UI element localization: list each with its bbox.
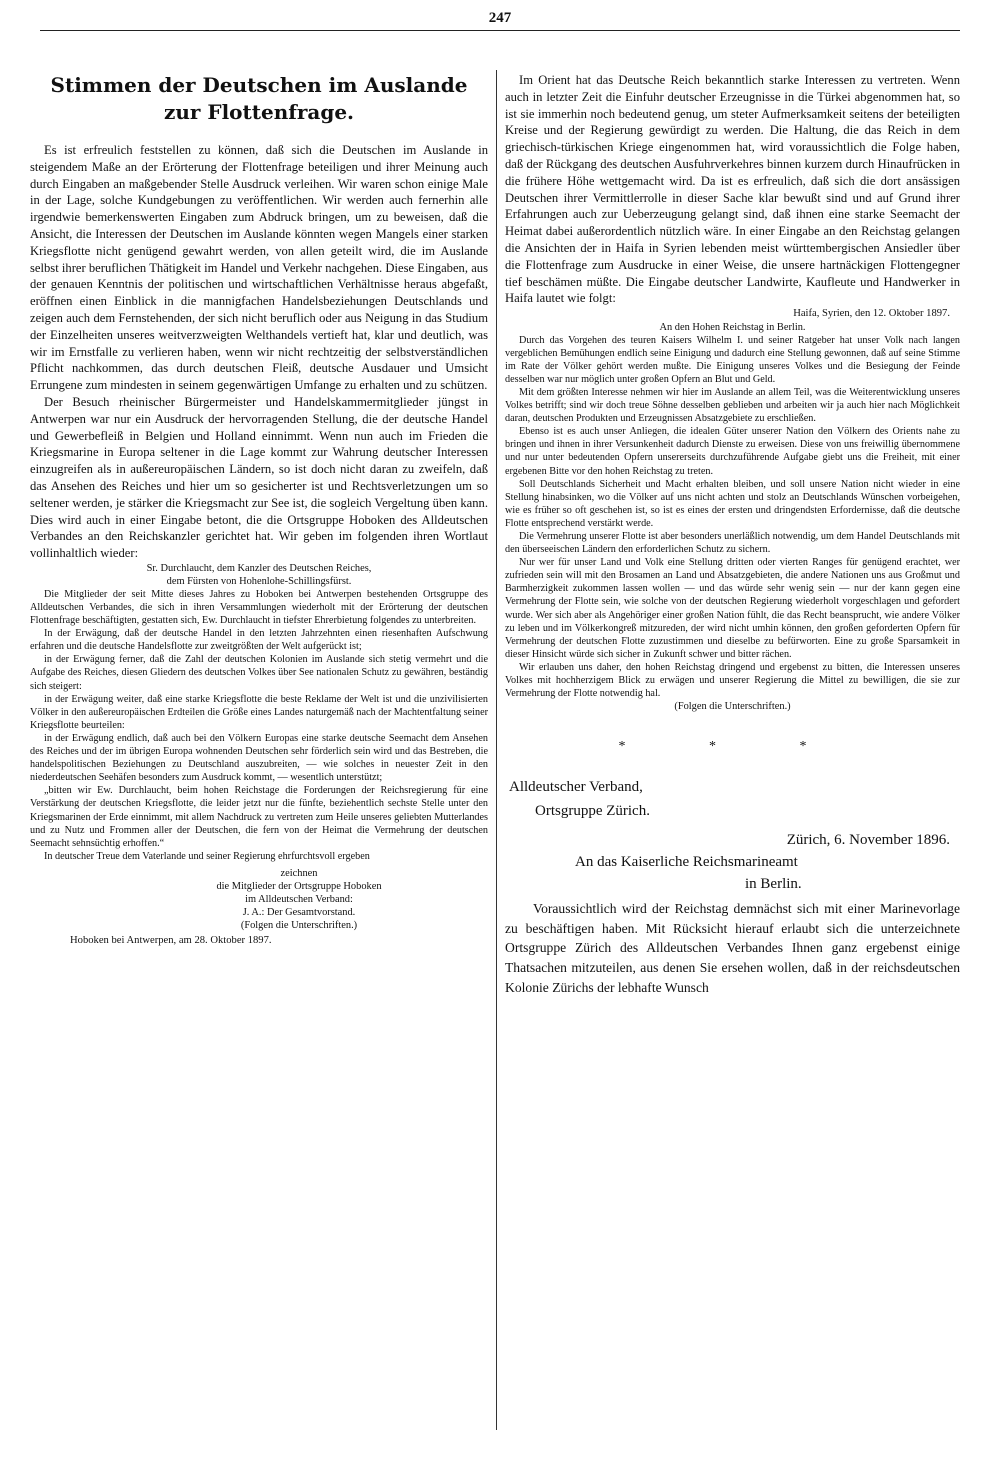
closing-note: (Folgen die Unterschriften.) xyxy=(674,701,791,713)
letter-paragraph: Soll Deutschlands Sicherheit und Macht erhalten bleiben, und soll unsere Nation nicht wieder in eine Stellung hinabsinken, wo die Völker auf uns nicht achten und stolz an Deutschlands Wünschen vorbeigehen, wie es früher so oft geschehen ist, so ist es eines der ersten und dringendsten Erfordernisse, daß die deutsche Flotte entsprechend verstärkt werde. xyxy=(505,478,960,529)
letter-address: An den Hohen Reichstag in Berlin. xyxy=(659,321,806,333)
letter-paragraph: Ebenso ist es auch unser Anliegen, die idealen Güter unserer Nation den Völkern des Orients nahe zu bringen und ihnen in ihrer Versunkenheit dadurch Dienste zu erweisen. Diese von uns freiwillig übernommene und nur unter bedeutenden Opfern unsererseits durchzuführende Aufgabe giebt uns die Freiheit, mit einer ergebenen Bitte vor den hohen Reichstag zu treten. xyxy=(505,426,960,477)
organization-branch: Ortsgruppe Zürich. xyxy=(535,803,650,820)
signature-block xyxy=(30,867,488,932)
header-rule xyxy=(40,30,960,31)
place-date: Haifa, Syrien, den 12. Oktober 1897. xyxy=(793,308,950,320)
letter-paragraph: In der Erwägung, daß der deutsche Handel in den letzten Jahrzehnten einen riesenhaften Aufschwung erfahren und die deutsche Handelsflotte zur zweitgrößten der Welt aufgerückt ist; xyxy=(30,628,488,653)
right-column xyxy=(505,72,960,997)
letter-paragraph: in der Erwägung weiter, daß eine starke Kriegsflotte die beste Reklame der Welt ist und die unzivilisierten Völker in den außereuropäischen Erdteilen die Größe eines Landes naturgemäß nach der Machtentfaltung seiner Kriegsflotte beurteilen: xyxy=(30,693,488,731)
signature-line: die Mitglieder der Ortsgruppe Hoboken xyxy=(216,880,382,892)
column-divider xyxy=(496,70,497,1430)
letter-paragraph: Durch das Vorgehen des teuren Kaisers Wilhelm I. und seiner Ratgeber hat unser Volk nach langen vergeblichen Bemühungen endlich seine Einigung und dadurch eine Stellung gewonnen, daß auf seine Stimme im Rate der Völker gehört werden mußte. Die Einigung unseres Volkes und die Besiegung der Feinde desselben war nur möglich unter großen Opfern an Blut und Geld. xyxy=(505,334,960,385)
headline-line-1: Stimmen der Deutschen im Auslande xyxy=(50,73,468,97)
signature-line: (Folgen die Unterschriften.) xyxy=(240,919,358,931)
letter-paragraph: Wir erlauben uns daher, den hohen Reichstag dringend und ergebenst zu bitten, die Interessen unseres Volkes mit hochherzigem Blick zu erwägen und unserer Regierung die Mittel zu bewilligen, die sie zur Vermehrung der Flotte notwendig hal. xyxy=(505,661,960,700)
place-date: Hoboken bei Antwerpen, am 28. Oktober 1897. xyxy=(70,934,272,946)
zurich-letter-paragraph: Voraussichtlich wird der Reichstag demnächst sich mit einer Marinevorlage zu beschäftigen haben. Mit Rücksicht hierauf erlaubt sich die unterzeichnete Ortsgruppe Zürich des Alldeutschen Verbandes Ihnen ganz ergebenst einige Thatsachen mitzuteilen, aus denen Sie ersehen wollen, daß in der reichsdeutschen Kolonie Zürichs der lebhafte Wunsch xyxy=(505,901,960,995)
signature-line: J. A.: Der Gesamtvorstand. xyxy=(242,906,356,918)
letter-paragraph: In deutscher Treue dem Vaterlande und seiner Regierung ehrfurchtsvoll ergeben xyxy=(44,850,370,862)
recipient-line-2: in Berlin. xyxy=(745,876,802,893)
page-number: 247 xyxy=(488,10,512,26)
left-column xyxy=(30,72,488,947)
recipient-line-1: An das Kaiserliche Reichsmarineamt xyxy=(575,854,798,871)
letter-paragraph: „bitten wir Ew. Durchlaucht, beim hohen Reichstage die Forderungen der Reichsregierung für eine Verstärkung der deutschen Kriegsflotte, die leider jetzt nur die fünfte, beziehentlich sechste Stelle unter den Kriegsmarinen der Erde einnimmt, mit allem Nachdruck zu vertreten zum Heile unseres geliebten Mutterlandes und zu Nutz und Frommen aller der Deutschen, die fern von der Heimat die Vermehrung der deutschen Seemacht sehnsüchtig erhoffen.“ xyxy=(30,785,488,849)
letter-paragraph: in der Erwägung endlich, daß auch bei den Völkern Europas eine starke deutsche Seemacht dem Ansehen des Reiches und der im übrigen Europa wohnenden Deutschen sehr förderlich sein wird und das Bestreben, die handelspolitischen Beziehungen zu Deutschland auszubreiten, — wie solches in neuester Zeit in den niederdeutschen Seehäfen besonders zum Ausdruck kommt, — wesentlich unterstützt; xyxy=(30,732,488,784)
letter-paragraph: Die Mitglieder der seit Mitte dieses Jahres zu Hoboken bei Antwerpen bestehenden Ortsgruppe des Alldeutschen Verbandes, die sich in ihren Versammlungen wiederholt mit der Erörterung der deutschen Flottenfrage beschäftigten, gestatten sich, Ew. Durchlaucht in tiefster Ehrerbietung folgendes zu unterbreiten. xyxy=(30,588,488,627)
antwerp-paragraph: Der Besuch rheinischer Bürgermeister und Handelskammermitglieder jüngst in Antwerpen war nur ein Ausdruck der hervorragenden Stellung, die der deutsche Handel und Gewerbefleiß in Belgien und Holland einnimmt. Wenn nun auch im Frieden die Kriegsmarine in Europa seltener in die Lage kommt zur Wahrung deutscher Interessen einzugreifen als in außereuropäischen Ländern, so ist doch nicht daran zu zweifeln, daß das Ansehen des Reiches und hier um so gesicherter ist und Rechtsverletzungen um so seltener werden, je stärker die Kriegsmacht zur See ist, die sogleich Vergeltung üben kann. Dies wird auch in einer Eingabe betont, die die Ortsgruppe Hoboken des Alldeutschen Verbandes an den Reichskanzler gerichtet hat. Wir geben im folgenden ihren Wortlaut vollinhaltlich wieder: xyxy=(30,394,488,561)
orient-paragraph: Im Orient hat das Deutsche Reich bekanntlich starke Interessen zu vertreten. Wenn auch in letzter Zeit die Einfuhr deutscher Erzeugnisse in die Türkei abgenommen hat, so ist sie immerhin noch bedeutend genug, um steter Aufmerksamkeit seitens der beteiligten Kreise und der Regierung gewürdigt zu werden. Die Haltung, die das Reich in dem griechisch-türkischen Kriege eingenommen hat, wird voraussichtlich die Folge haben, daß der Rückgang des deutschen Ausfuhrverkehres binnen kurzem durch Hinaufrücken in die frühere Höhe wettgemacht wird. Da ist es erfreulich, daß sich die dort ansässigen Deutschen ihrer Vermittlerrolle in dieser Sache klar bewußt sind und auf Grund ihrer Erfahrungen auch zur Ueberzeugung gelangt sind, daß ihnen eine starke Seemacht der Heimat dabei außerordentlich nützlich wäre. In einer Eingabe an den Reichstag gelangen die Ansichten der in Haifa in Syrien lebenden meist württembergischen Ansiedler über die Flottenfrage zum Ausdrucke in einer Weise, die unsere hartnäckigen Flottengegner tief beschämen müßte. Die Eingabe deutscher Landwirte, Kaufleute und Handwerker in Haifa lautet wie folgt: xyxy=(505,73,960,306)
letter-paragraph: Mit dem größten Interesse nehmen wir hier im Auslande an allem Teil, was die Weiterentwicklung unseres Volkes betrifft; sind wir doch treue Söhne desselben geblieben und arbeiten wir ja auch hier nach Möglichkeit daran, deutschen Produkten und Erzeugnissen Absatzgebiete zu erschließen. xyxy=(505,386,960,425)
letter-address-line-1: Sr. Durchlaucht, dem Kanzler des Deutschen Reiches, xyxy=(146,562,372,574)
headline-line-2: zur Flottenfrage. xyxy=(163,100,355,124)
signature-line: im Alldeutschen Verband: xyxy=(245,893,353,905)
section-separator: * * * xyxy=(618,739,847,755)
intro-paragraph: Es ist erfreulich feststellen zu können, daß sich die Deutschen im Auslande in steigendem Maße an der Erörterung der Flottenfrage beteiligen und ihrer Meinung auch durch Eingaben an maßgebender Stelle Ausdruck verleihen. Wir waren schon einige Male in der Lage, solche Kundgebungen zu veröffentlichen. Wir werden auch fernerhin alle irgendwie bemerkenswerten Eingaben zum Abdruck bringen, um zu beweisen, daß die Ansicht, die Interessen der Deutschen im Auslande könnten wegen Mangels einer starken Kriegsflotte nicht genügend gewahrt werden, von allen geteilt wird, die im Auslande selbst ihrer beruflichen Thätigkeit im Handel und Verkehr nachgehen. Diese Eingaben, aus der genauen Kenntnis der politischen und wirtschaftlichen Verhältnisse heraus abgefaßt, eröffnen einen Einblick in die mannigfachen Handelsbeziehungen Deutschlands und zeigen auch dem Fernstehenden, der sich nicht beruflich oder aus Neigung in das Studium der Einzelheiten unseres weitverzweigten Welthandels vertieft hat, klar und deutlich, was wir im Ernstfalle zu verlieren haben, wenn wir nicht rechtzeitig der selbstverständlichen Pflicht nachkommen, das durch deutschen Fleiß, deutsche Ausdauer und Umsicht Errungene zum mindesten in seinem gegenwärtigen Umfange zu erhalten und zu schützen. xyxy=(30,143,488,393)
article-headline xyxy=(30,72,488,126)
letter-date: Zürich, 6. November 1896. xyxy=(786,832,950,849)
letter-paragraph: Nur wer für unser Land und Volk eine Stellung dritten oder vierten Ranges für genügend erachtet, wer zufrieden sein will mit den Brosamen an Land und Absatzgebieten, die andere Nationen uns aus Großmut und Barmherzigkeit zukommen lassen wollen — und das würde sehr wenig sein — nur der kann gegen eine Vermehrung der Flotte sein, wie solche von der deutschen Regierung wiederholt vorgeschlagen und gefordert wurde. Wer sich aber als Angehöriger einer großen Nation fühlt, die das Recht beansprucht, wie andere Völker zu leben und im Völkerkongreß mitzureden, der wird nicht umhin können, den großen geforderten Opfern für Vermehrung der deutschen Flotte zuzustimmen und dieselbe zu befürworten. Eine zu große Sparsamkeit in dieser Hinsicht würde sich sicher in Zukunft schwer und bitter rächen. xyxy=(505,557,960,660)
letter-paragraph: in der Erwägung ferner, daß die Zahl der deutschen Kolonien im Auslande sich stetig vermehrt und die Aufgabe des Reiches, diesen Gliedern des deutschen Volkes über See nationalen Schutz zu gewähren, beständig sich steigert: xyxy=(30,654,488,692)
signature-line: zeichnen xyxy=(280,867,318,879)
letter-paragraph: Die Vermehrung unserer Flotte ist aber besonders unerläßlich notwendig, um dem Handel Deutschlands mit den überseeischen Ländern den erforderlichen Schutz zu sichern. xyxy=(505,530,960,556)
letter-address-line-2: dem Fürsten von Hohenlohe-Schillingsfürst. xyxy=(166,575,352,587)
organization-name: Alldeutscher Verband, xyxy=(509,779,643,796)
